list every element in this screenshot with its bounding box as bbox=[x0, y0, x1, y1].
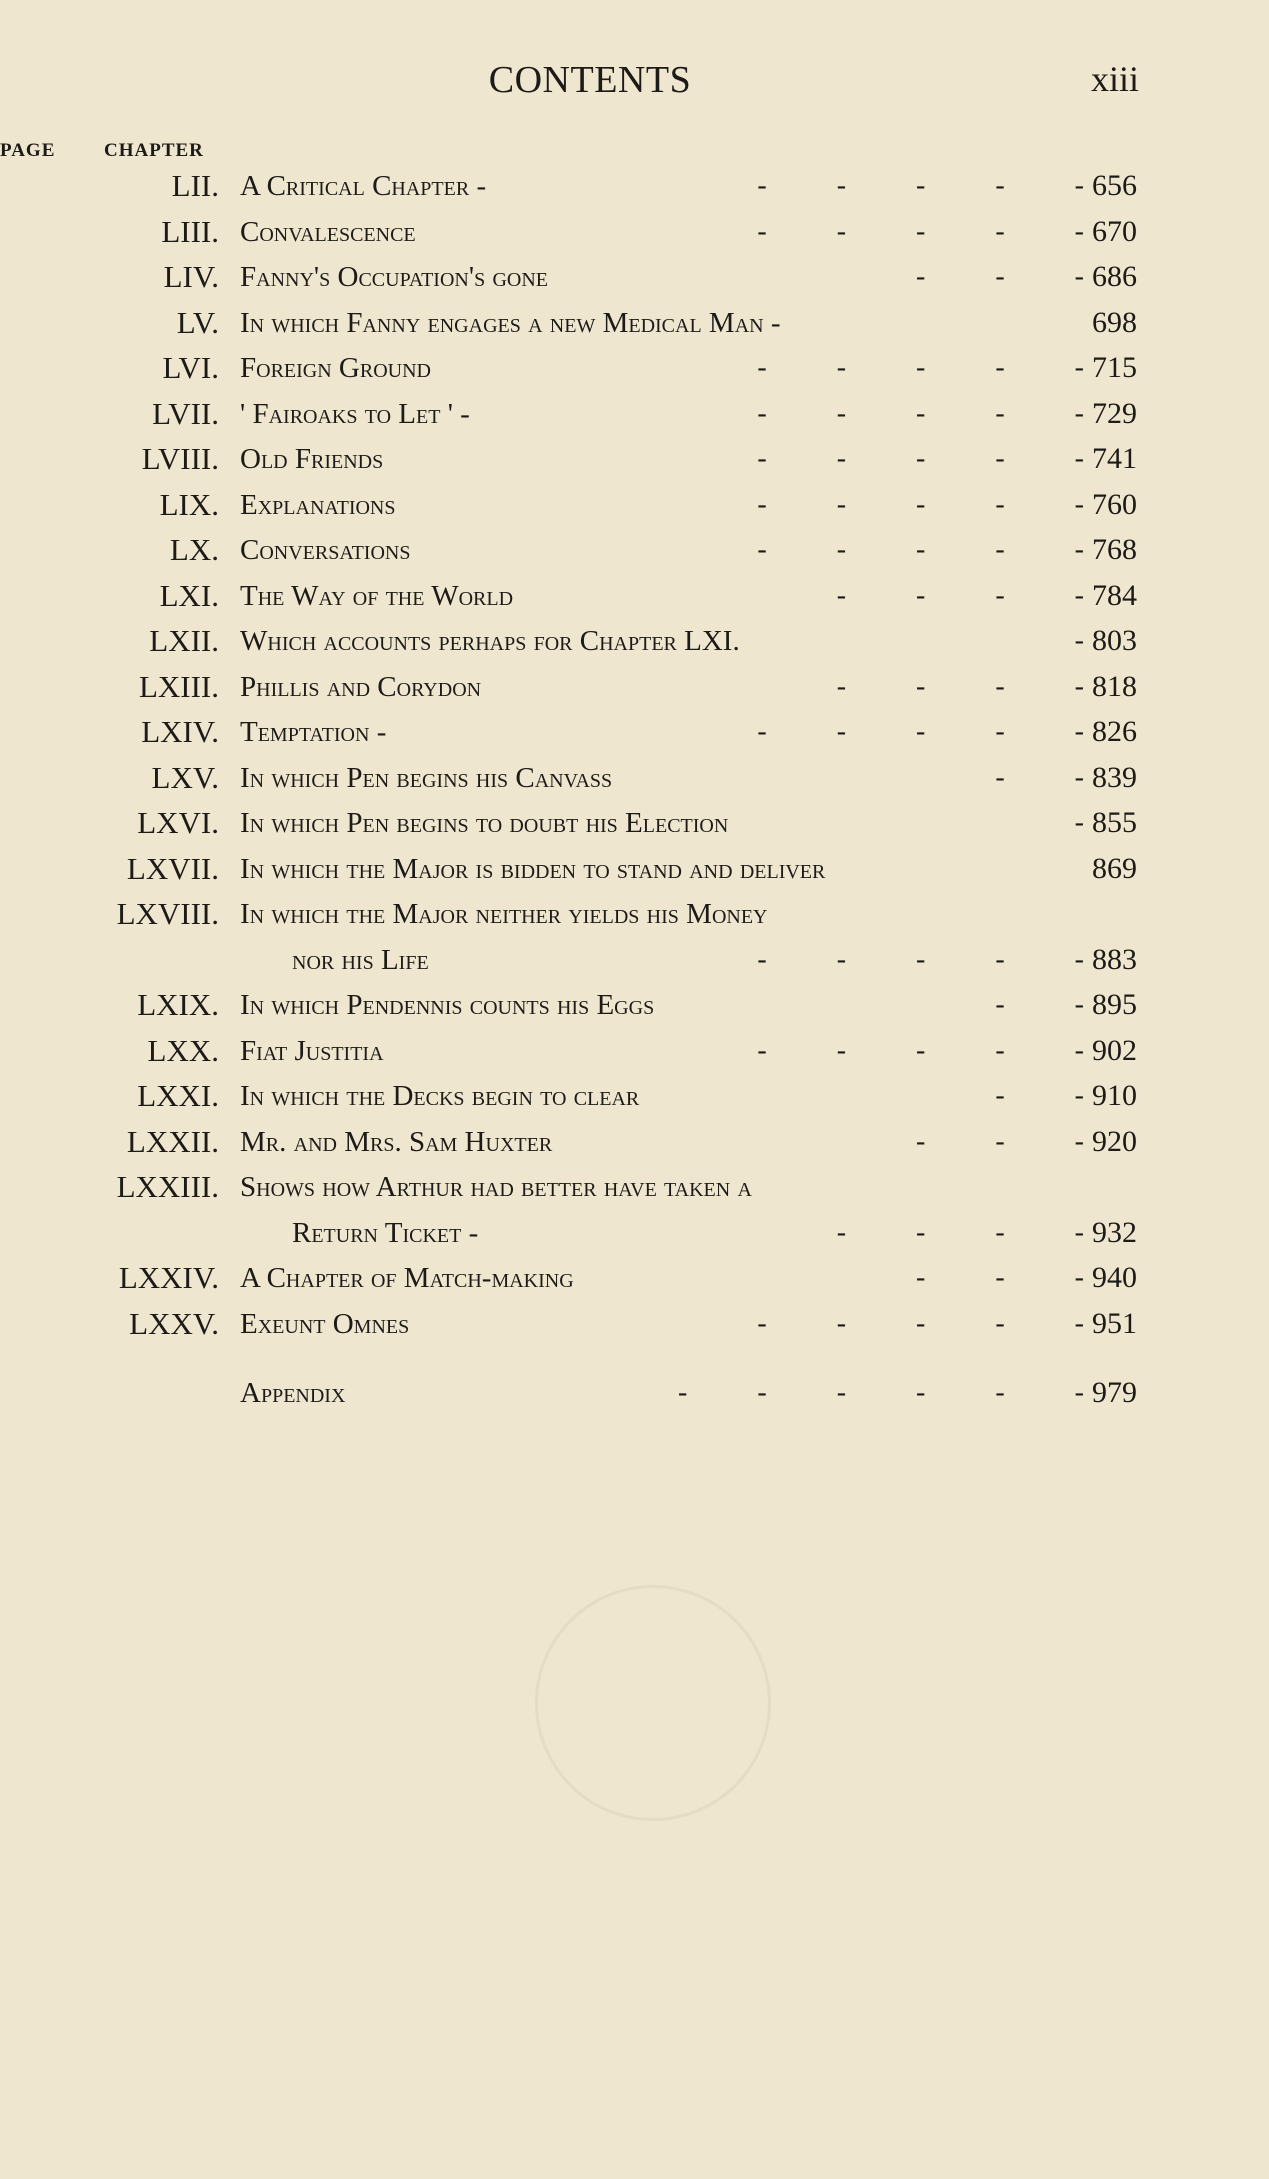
chapter-title: ' Fairoaks to Let ' - bbox=[240, 397, 470, 430]
chapter-title: In which Pen begins to doubt his Election bbox=[240, 807, 729, 839]
page-ref: 818 bbox=[1092, 669, 1137, 703]
page-ref: 784 bbox=[1092, 578, 1137, 612]
toc-entry bbox=[0, 162, 1269, 208]
dot-leader: - - bbox=[995, 1080, 1084, 1111]
dot-leader: - - - - - bbox=[687, 397, 1084, 429]
toc-entry bbox=[0, 390, 1269, 436]
toc-entry bbox=[0, 617, 1269, 663]
chapter-title: Which accounts perhaps for Chapter LXI. bbox=[240, 625, 740, 657]
chapter-title: Shows how Arthur had better have taken a bbox=[240, 1171, 752, 1203]
page-ref: 883 bbox=[1092, 942, 1137, 976]
dot-leader: - - bbox=[995, 761, 1084, 793]
chapter-title: Phillis and Corydon bbox=[240, 670, 482, 703]
dot-leader: - - - - - bbox=[757, 488, 1084, 520]
toc-entry bbox=[0, 981, 1269, 1027]
dot-leader: - - - - bbox=[766, 1216, 1084, 1248]
chapter-number: LXX. bbox=[147, 1032, 219, 1068]
dot-leader: - - - - - bbox=[687, 170, 1084, 201]
toc-entry bbox=[0, 253, 1269, 299]
chapter-title: Temptation - bbox=[240, 716, 387, 748]
dot-leader: - - - bbox=[916, 1262, 1084, 1293]
page-ref: 932 bbox=[1092, 1215, 1137, 1249]
toc-entry bbox=[0, 1163, 1269, 1209]
chapter-number: LXIX. bbox=[137, 987, 219, 1022]
chapter-column-label: CHAPTER bbox=[104, 140, 204, 161]
chapter-number: LXVI. bbox=[137, 805, 219, 840]
dot-leader: - - - - bbox=[836, 670, 1084, 702]
chapter-title: A Chapter of Match-making bbox=[240, 1262, 574, 1294]
chapter-title: A Critical Chapter - bbox=[240, 170, 487, 202]
running-title: CONTENTS bbox=[488, 59, 692, 101]
page-column-label: PAGE bbox=[0, 140, 56, 161]
page-ref: 656 bbox=[1092, 169, 1137, 202]
chapter-title: In which the Major neither yields his Money bbox=[240, 898, 768, 930]
page-ref: 855 bbox=[1092, 806, 1137, 839]
page-ref: 839 bbox=[1092, 760, 1137, 794]
page-ref: 768 bbox=[1092, 533, 1137, 566]
chapter-number: LIV. bbox=[163, 259, 219, 294]
appendix-title: Appendix bbox=[240, 1377, 346, 1409]
toc-entry bbox=[0, 1027, 1269, 1073]
toc-entry bbox=[0, 754, 1269, 800]
dot-leader: - - - - - bbox=[757, 943, 1084, 975]
chapter-number: LXXIV. bbox=[118, 1260, 219, 1295]
dot-leader: - bbox=[1074, 807, 1084, 838]
chapter-title: Explanations bbox=[240, 488, 396, 521]
chapter-number: LXXV. bbox=[129, 1305, 219, 1341]
chapter-title: In which the Decks begin to clear bbox=[240, 1080, 640, 1112]
chapter-number: LVIII. bbox=[141, 441, 219, 476]
toc-entry bbox=[0, 572, 1269, 618]
toc-entry bbox=[0, 845, 1269, 891]
dot-leader: - - - - - bbox=[757, 443, 1084, 474]
page-ref: 902 bbox=[1092, 1033, 1137, 1067]
toc-entry bbox=[0, 799, 1269, 845]
chapter-title: In which Pen begins his Canvass bbox=[240, 761, 613, 794]
chapter-number: LXIV. bbox=[141, 714, 219, 749]
chapter-title: Convalescence bbox=[240, 215, 416, 248]
chapter-number: LVII. bbox=[152, 395, 219, 431]
page-ref: 698 bbox=[1092, 305, 1137, 339]
chapter-number: LXII. bbox=[149, 623, 219, 658]
chapter-number: LVI. bbox=[162, 350, 219, 385]
chapter-number: LXV. bbox=[151, 759, 219, 795]
chapter-number: LXXI. bbox=[137, 1078, 219, 1113]
chapter-number: LXVIII. bbox=[116, 896, 219, 931]
chapter-number: LX. bbox=[169, 532, 219, 567]
page-ref: 940 bbox=[1092, 1261, 1137, 1294]
chapter-title: The Way of the World bbox=[240, 579, 514, 612]
toc-entry bbox=[0, 435, 1269, 481]
chapter-title: In which Fanny engages a new Medical Man - bbox=[240, 306, 781, 339]
chapter-title: nor his Life bbox=[292, 943, 429, 976]
chapter-number: LXI. bbox=[159, 577, 219, 613]
dot-leader: - - - bbox=[916, 261, 1084, 292]
toc-entry bbox=[0, 708, 1269, 754]
toc-entry bbox=[0, 890, 1269, 936]
chapter-title: Old Friends bbox=[240, 443, 384, 475]
toc-entry bbox=[0, 1254, 1269, 1300]
chapter-number: LXXII. bbox=[126, 1123, 219, 1159]
chapter-title: Foreign Ground bbox=[240, 352, 431, 384]
toc-entry bbox=[0, 1118, 1269, 1164]
chapter-number: LIII. bbox=[161, 213, 219, 249]
dot-leader: - - - - - bbox=[757, 352, 1084, 383]
dot-leader: - - - - - bbox=[757, 215, 1084, 247]
page-ref: 826 bbox=[1092, 715, 1137, 748]
toc-entry bbox=[0, 1300, 1269, 1346]
page-ref: 869 bbox=[1092, 851, 1137, 885]
toc-entry bbox=[0, 344, 1269, 390]
chapter-title: In which Pendennis counts his Eggs bbox=[240, 989, 655, 1021]
chapter-title: Mr. and Mrs. Sam Huxter bbox=[240, 1125, 553, 1158]
chapter-title: Fiat Justitia bbox=[240, 1034, 384, 1067]
page-ref: 741 bbox=[1092, 442, 1137, 475]
page-ref: 686 bbox=[1092, 260, 1137, 293]
page-ref: 910 bbox=[1092, 1079, 1137, 1112]
faded-library-stamp bbox=[535, 1585, 771, 1821]
chapter-title: In which the Major is bidden to stand and deliver bbox=[240, 852, 826, 885]
chapter-number: LIX. bbox=[159, 486, 219, 522]
chapter-number: LXVII. bbox=[126, 850, 219, 886]
toc-entry bbox=[0, 663, 1269, 709]
dot-leader: - - - - - - bbox=[678, 1377, 1084, 1408]
dot-leader: - - - - - bbox=[757, 534, 1084, 565]
page-ref: 715 bbox=[1092, 351, 1137, 384]
chapter-title: Return Ticket - bbox=[292, 1216, 479, 1249]
toc-entry bbox=[0, 208, 1269, 254]
dot-leader: - - bbox=[995, 989, 1084, 1020]
page-ref: 729 bbox=[1092, 396, 1137, 430]
chapter-number: LII. bbox=[171, 168, 219, 203]
page-number: xiii bbox=[1090, 59, 1139, 99]
dot-leader: - - - - - bbox=[687, 716, 1084, 747]
toc-entry bbox=[0, 1209, 1269, 1255]
page-ref: 803 bbox=[1092, 624, 1137, 657]
appendix-entry bbox=[0, 1369, 1269, 1415]
page-ref: 670 bbox=[1092, 214, 1137, 248]
dot-leader: - - - - bbox=[836, 579, 1084, 611]
table-of-contents bbox=[0, 162, 1269, 1415]
chapter-title: Fanny's Occupation's gone bbox=[240, 261, 548, 293]
chapter-number: LV. bbox=[176, 304, 219, 340]
chapter-number: LXIII. bbox=[138, 668, 219, 704]
toc-entry bbox=[0, 936, 1269, 982]
dot-leader: - - - bbox=[916, 1125, 1084, 1157]
dot-leader: - - - - - bbox=[757, 1034, 1084, 1066]
page-ref: 951 bbox=[1092, 1306, 1137, 1340]
page-ref: 979 bbox=[1092, 1376, 1137, 1409]
dot-leader: - - - - - bbox=[757, 1307, 1084, 1339]
dot-leader: - bbox=[1074, 625, 1084, 656]
chapter-title: Conversations bbox=[240, 534, 411, 566]
page-ref: 920 bbox=[1092, 1124, 1137, 1158]
toc-entry bbox=[0, 299, 1269, 345]
toc-entry bbox=[0, 481, 1269, 527]
page-ref: 895 bbox=[1092, 988, 1137, 1021]
page-ref: 760 bbox=[1092, 487, 1137, 521]
chapter-number: LXXIII. bbox=[116, 1169, 219, 1204]
chapter-title: Exeunt Omnes bbox=[240, 1307, 410, 1340]
toc-entry bbox=[0, 1072, 1269, 1118]
toc-entry bbox=[0, 526, 1269, 572]
